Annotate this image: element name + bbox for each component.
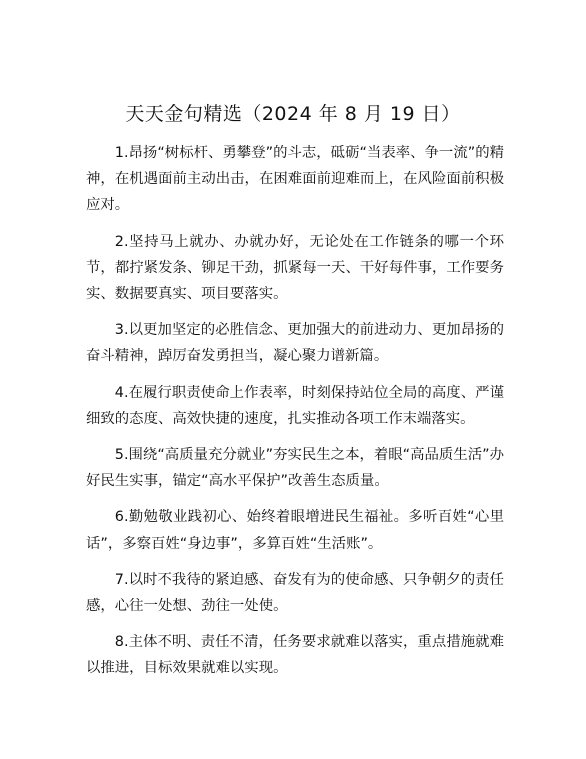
- paragraph-6: 6.勤勉敬业践初心、始终着眼增进民生福祉。多听百姓“心里话”，多察百姓“身边事”，多算百姓“生活账”。: [86, 509, 504, 552]
- paragraph-2: 2.坚持马上就办、办就办好，无论处在工作链条的哪一个环节，都拧紧发条、铆足干劲，抓紧每一天、干好每件事，工作要务实、数据要真实、项目要落实。: [86, 233, 504, 303]
- paragraph-8: 8.主体不明、责任不清，任务要求就难以落实，重点措施就难以推进，目标效果就难以实现。: [86, 634, 504, 677]
- paragraph-3: 3.以更加坚定的必胜信念、更加强大的前进动力、更加昂扬的奋斗精神，踔厉奋发勇担当，凝心聚力谱新篇。: [86, 322, 504, 365]
- paragraph-4: 4.在履行职责使命上作表率，时刻保持站位全局的高度、严谨细致的态度、高效快捷的速度，扎实推动各项工作末端落实。: [86, 384, 504, 427]
- paragraph-7: 7.以时不我待的紧迫感、奋发有为的使命感、只争朝夕的责任感，心往一处想、劲往一处使。: [86, 571, 504, 615]
- paragraph-5: 5.围绕“高质量充分就业”夯实民生之本，着眼“高品质生活”办好民生实事，锚定“高水平保护”改善生态质量。: [86, 447, 504, 490]
- page-title: 天天金句精选（2024 年 8 月 19 日）: [125, 103, 461, 125]
- paragraph-1: 1.昂扬“树标杆、勇攀登”的斗志，砥砺“当表率、争一流”的精神，在机遇面前主动出击，在困难面前迎难而上，在风险面前积极应对。: [86, 145, 504, 214]
- document-body: [86, 140, 504, 692]
